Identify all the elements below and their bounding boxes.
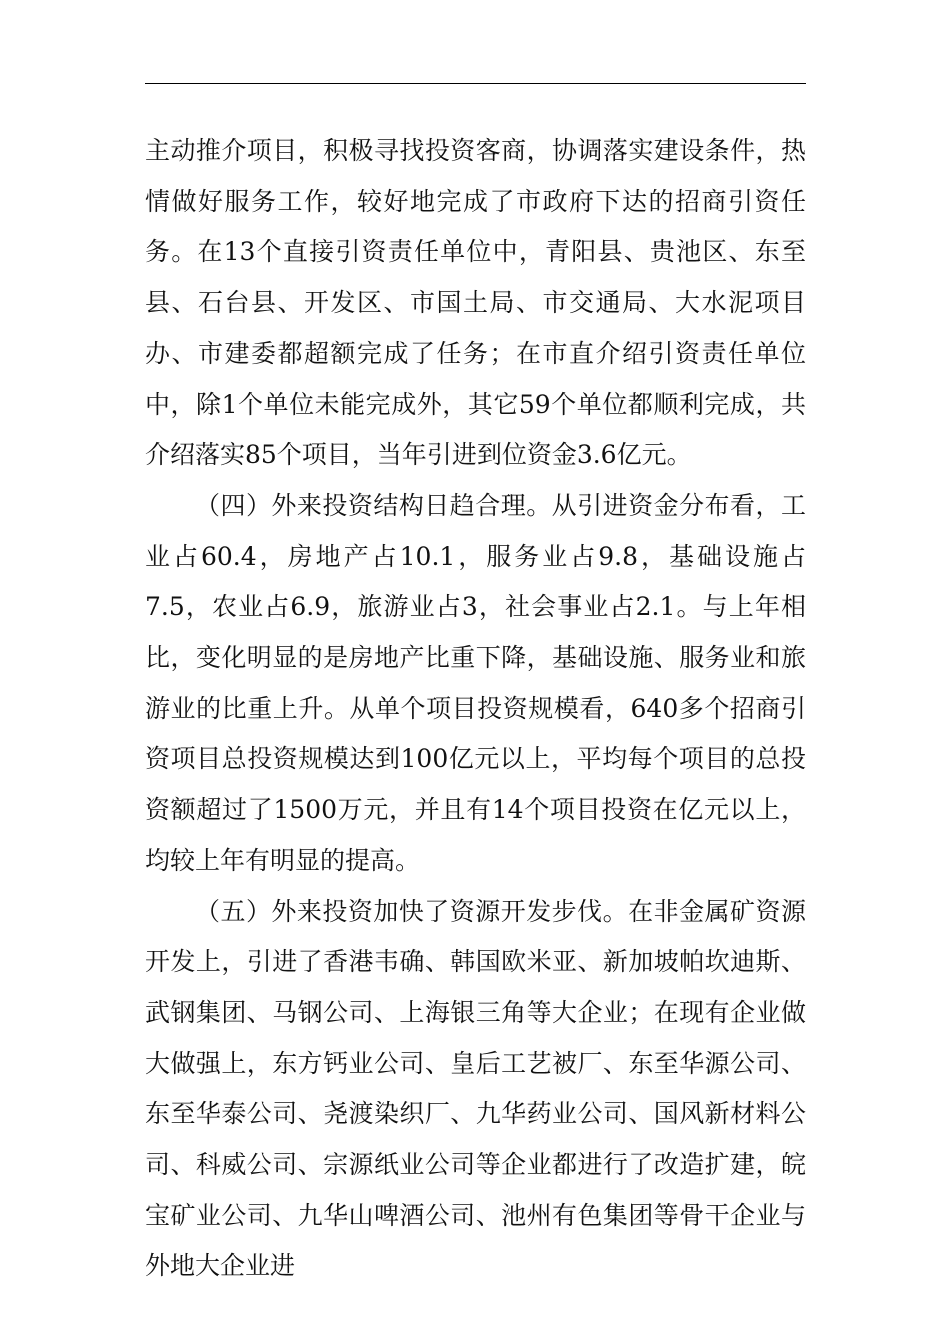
paragraph-section-four: （四）外来投资结构日趋合理。从引进资金分布看，工业占60.4，房地产占10.1，服务业占9.8，基础设施占7.5，农业占6.9，旅游业占3，社会事业占2.1。与上年相比，变化明显的是房地产比重下降，基础设施、服务业和旅游业的比重上升。从单个项目投资规模看，640多个招商引资项目总投资规模达到100亿元以上，平均每个项目的总投资额超过了1500万元，并且有14个项目投资在亿元以上，均较上年有明显的提高。 <box>145 490 806 875</box>
header-rule <box>145 83 806 84</box>
document-body <box>145 126 806 1292</box>
paragraph-section-five: （五）外来投资加快了资源开发步伐。在非金属矿资源开发上，引进了香港韦确、韩国欧米亚、新加坡帕坎迪斯、武钢集团、马钢公司、上海银三角等大企业；在现有企业做大做强上，东方钙业公司、皇后工艺被厂、东至华源公司、东至华泰公司、尧渡染织厂、九华药业公司、国风新材料公司、科威公司、宗源纸业公司等企业都进行了改造扩建，皖宝矿业公司、九华山啤酒公司、池州有色集团等骨干企业与外地大企业进 <box>145 896 806 1281</box>
paragraph-continuation: 主动推介项目，积极寻找投资客商，协调落实建设条件，热情做好服务工作，较好地完成了市政府下达的招商引资任务。在13个直接引资责任单位中，青阳县、贵池区、东至县、石台县、开发区、市国土局、市交通局、大水泥项目办、市建委都超额完成了任务；在市直介绍引资责任单位中，除1个单位未能完成外，其它59个单位都顺利完成，共介绍落实85个项目，当年引进到位资金3.6亿元。 <box>145 136 806 470</box>
